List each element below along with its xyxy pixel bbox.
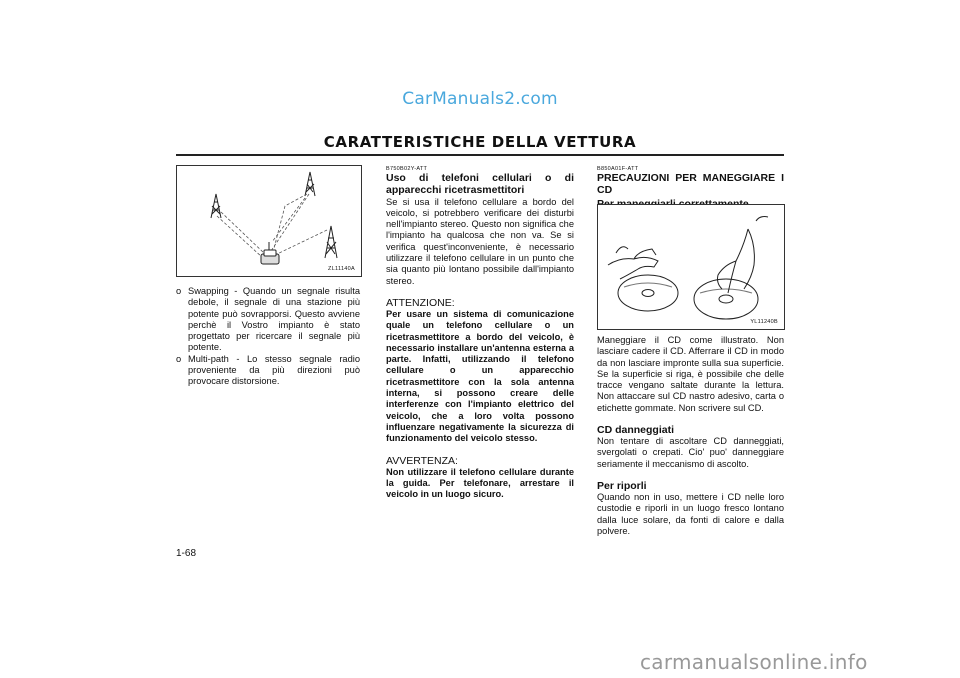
bullet: o (176, 286, 182, 296)
attention-body: Per usare un sistema di comunicazione quale un telefono cellulare o un ricetrasmettitore a bordo del veicolo, è necessario installare un'antenna esterna a parte. Infatti, utilizzando il telefono cellulare o un apparecchio ricetrasmettitore con la sola antenna interna, si possono creare delle interferenze con l'impianto elettrico del veicolo, che a loro volta possono influenzare negativamente la sicurezza di funzionamento del veicolo stesso. (386, 308, 574, 444)
bullet: o (176, 353, 182, 364)
watermark-bottom: carmanualsonline.info (640, 650, 868, 674)
damaged-body: Non tentare di ascoltare CD danneggiati, svergolati o crepati. Cio' puo' danneggiare seriamente il meccanismo di ascolto. (597, 436, 784, 469)
section-title: PRECAUZIONI PER MANEGGIARE I CD (597, 172, 784, 196)
storage-title: Per riporli (597, 479, 647, 492)
page-header: CARATTERISTICHE DELLA VETTURA (323, 133, 637, 151)
left-column (176, 286, 360, 388)
figure-code: YL11240B (750, 319, 778, 325)
right-column-body (597, 335, 784, 537)
section-code: B850A01F-ATT (597, 166, 639, 172)
radio-towers-icon (177, 166, 361, 276)
middle-column (386, 166, 574, 500)
section-code: B750B02Y-ATT (386, 166, 428, 172)
page-number: 1-68 (176, 548, 197, 559)
handling-body: Maneggiare il CD come illustrato. Non lasciare cadere il CD. Afferrare il CD in modo da non lasciare impronte sulla sua superficie. Se la superficie si riga, è possibile che delle tracce vengano saltate durante la lettura. Non attaccare sul CD nastro adesivo, carta o etichette gommate. Non scrivere sul CD. (597, 335, 784, 413)
antenna-illustration (176, 165, 362, 277)
warning-title: AVVERTENZA: (386, 454, 458, 467)
list-item (176, 286, 360, 354)
damaged-title: CD danneggiati (597, 424, 675, 437)
figure-code: ZL11140A (328, 266, 355, 272)
section-title: Uso di telefoni cellulari o di apparecchi ricetrasmettitori (386, 172, 574, 196)
multipath-text: Multi-path - Lo stesso segnale radio proveniente da più direzioni può provocare distorsione. (188, 353, 360, 387)
cd-hand-icon (598, 205, 784, 329)
list-item (176, 354, 360, 388)
swapping-text: Swapping - Quando un segnale risulta debole, il segnale di una stazione più potente può sovrapporsi. Questo avviene perchè il Vostro impianto è stato progettato per ricercare il segnale più potente. (188, 286, 360, 353)
storage-body: Quando non in uso, mettere i CD nelle loro custodie e riporli in un luogo fresco lontano dalla luce solare, da fonti di calore e dalla polvere. (597, 491, 784, 536)
cd-handling-illustration (597, 204, 785, 330)
header-rule (176, 154, 784, 156)
warning-body: Non utilizzare il telefono cellulare durante la guida. Per telefonare, arrestare il veicolo in un luogo sicuro. (386, 466, 574, 500)
watermark-top: CarManuals2.com (402, 89, 558, 109)
section-body: Se si usa il telefono cellulare a bordo del veicolo, si potrebbero verificare dei disturbi nell'impianto stereo. Questo non significa che l'impianto ha qualcosa che non va. Se si verifica quest'inconveniente, è necessario utilizzare il telefono cellulare in un punto che sia quanto più lontano possibile dall'impianto stereo. (386, 196, 574, 286)
attention-title: ATTENZIONE: (386, 296, 455, 309)
